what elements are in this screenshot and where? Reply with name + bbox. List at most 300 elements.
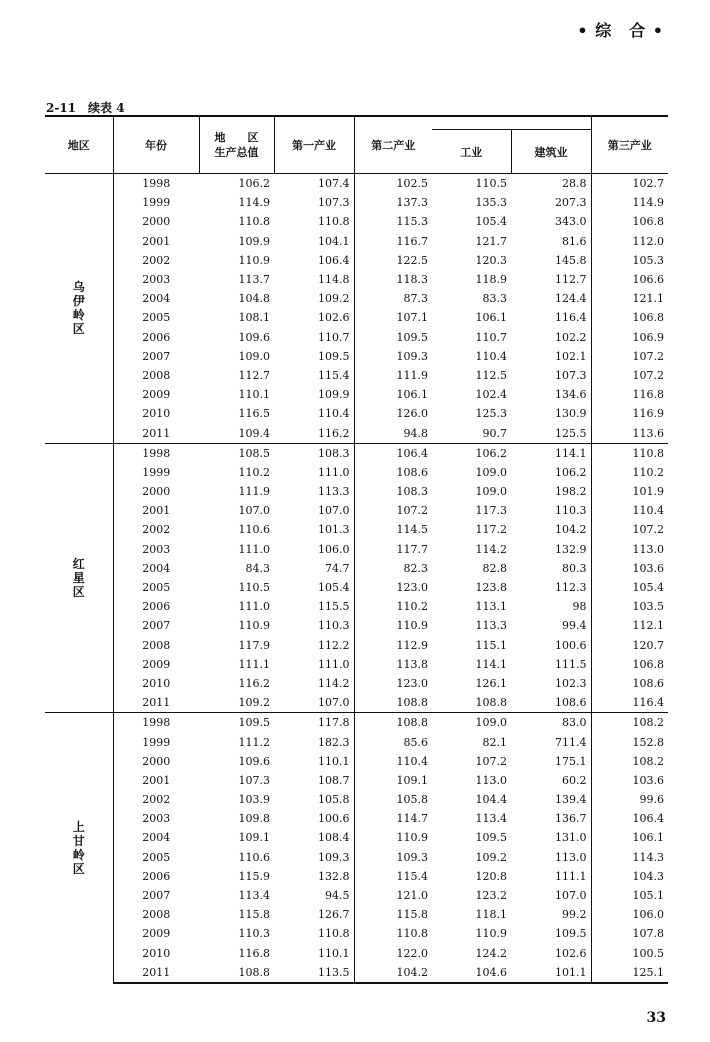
construction-cell: 102.6 — [555, 946, 587, 960]
construction-cell: 99.2 — [562, 908, 587, 922]
table-row — [45, 924, 668, 943]
secondary-cell: 106.1 — [354, 385, 432, 404]
year-cell: 2008 — [113, 636, 199, 655]
secondary-cell: 115.4 — [354, 867, 432, 886]
industry-cell: 106.2 — [432, 443, 511, 463]
construction-cell: 104.2 — [555, 523, 587, 537]
table-caption-text: 续表 4 — [88, 101, 125, 115]
industry-cell: 112.5 — [475, 368, 507, 382]
gdp-cell: 109.5 — [199, 713, 274, 733]
gdp-cell: 110.1 — [238, 388, 270, 402]
construction-cell: 112.7 — [555, 273, 587, 287]
secondary-cell: 117.7 — [354, 540, 432, 559]
table-row — [45, 174, 668, 194]
primary-cell: 113.3 — [318, 485, 350, 499]
primary-cell: 110.4 — [318, 407, 350, 421]
table-row — [45, 232, 668, 251]
gdp-cell: 111.9 — [238, 485, 270, 499]
year-cell: 2005 — [113, 308, 199, 327]
industry-cell: 83.3 — [482, 292, 507, 306]
secondary-cell: 105.8 — [354, 790, 432, 809]
construction-cell: 99.4 — [562, 619, 587, 633]
industry-cell: 109.2 — [475, 850, 507, 864]
secondary-cell: 107.1 — [354, 308, 432, 327]
primary-cell: 113.5 — [274, 963, 354, 983]
tertiary-cell: 106.8 — [591, 655, 668, 674]
gdp-cell: 109.8 — [238, 812, 270, 826]
running-head-section-title: • 综 合 • — [577, 21, 664, 40]
industry-cell: 107.2 — [475, 754, 507, 768]
tertiary-cell: 106.0 — [591, 905, 668, 924]
column-header-secondary-breakdown — [432, 116, 591, 130]
primary-cell: 94.5 — [325, 889, 350, 903]
tertiary-cell: 103.6 — [591, 771, 668, 790]
primary-cell: 106.4 — [318, 253, 350, 267]
year-cell: 2009 — [113, 655, 199, 674]
table-row — [45, 212, 668, 231]
primary-cell: 107.0 — [318, 696, 350, 710]
column-header-gdp-line1: 地 区 — [214, 131, 259, 144]
table-row — [45, 693, 668, 713]
primary-cell: 109.9 — [318, 388, 350, 402]
year-cell: 1999 — [113, 193, 199, 212]
construction-cell: 132.9 — [555, 542, 587, 556]
tertiary-cell: 99.6 — [591, 790, 668, 809]
industry-cell: 109.0 — [475, 465, 507, 479]
secondary-cell: 109.3 — [354, 848, 432, 867]
year-cell: 2004 — [113, 289, 199, 308]
primary-cell: 115.5 — [318, 600, 350, 614]
year-cell: 2008 — [113, 366, 199, 385]
tertiary-cell: 108.6 — [591, 674, 668, 693]
gdp-cell: 107.3 — [238, 773, 270, 787]
year-cell: 2011 — [113, 693, 199, 713]
table-row — [45, 289, 668, 308]
year-cell: 2000 — [113, 482, 199, 501]
table-row — [45, 443, 668, 463]
tertiary-cell: 100.5 — [591, 944, 668, 963]
primary-cell: 109.3 — [318, 850, 350, 864]
secondary-cell: 110.9 — [354, 616, 432, 635]
secondary-cell: 106.4 — [354, 443, 432, 463]
year-cell: 2007 — [113, 616, 199, 635]
table-row — [45, 905, 668, 924]
industry-cell: 115.1 — [475, 638, 507, 652]
construction-cell: 107.0 — [555, 889, 587, 903]
primary-cell: 74.7 — [325, 561, 350, 575]
column-header-construction: 建筑业 — [511, 130, 591, 174]
gdp-cell: 108.1 — [238, 311, 270, 325]
column-header-region: 地区 — [45, 116, 113, 174]
table-row — [45, 270, 668, 289]
table-row — [45, 347, 668, 366]
secondary-cell: 121.0 — [354, 886, 432, 905]
gdp-cell: 111.0 — [238, 600, 270, 614]
table-row — [45, 328, 668, 347]
industry-cell: 118.9 — [475, 273, 507, 287]
year-cell: 2004 — [113, 559, 199, 578]
secondary-cell: 114.5 — [354, 520, 432, 539]
region-name — [45, 713, 113, 983]
industry-cell: 124.2 — [475, 946, 507, 960]
tertiary-cell: 110.8 — [591, 443, 668, 463]
table-row — [45, 385, 668, 404]
gdp-cell: 111.1 — [238, 657, 270, 671]
secondary-cell: 109.3 — [354, 347, 432, 366]
construction-cell: 100.6 — [555, 638, 587, 652]
tertiary-cell: 113.6 — [591, 423, 668, 443]
primary-cell: 109.5 — [318, 349, 350, 363]
table-row — [45, 308, 668, 327]
construction-cell: 139.4 — [555, 793, 587, 807]
table-row — [45, 616, 668, 635]
construction-cell: 80.3 — [562, 561, 587, 575]
secondary-cell: 108.6 — [354, 463, 432, 482]
construction-cell: 28.8 — [511, 174, 591, 194]
tertiary-cell: 105.1 — [591, 886, 668, 905]
construction-cell: 108.6 — [555, 696, 587, 710]
construction-cell: 60.2 — [562, 773, 587, 787]
gdp-cell: 108.8 — [199, 963, 274, 983]
construction-cell: 125.5 — [555, 426, 587, 440]
table-row — [45, 771, 668, 790]
industry-cell: 117.3 — [475, 504, 507, 518]
year-cell: 2002 — [113, 251, 199, 270]
secondary-cell: 114.7 — [354, 809, 432, 828]
table-row — [45, 193, 668, 212]
primary-cell: 106.0 — [318, 542, 350, 556]
construction-cell: 175.1 — [555, 754, 587, 768]
tertiary-cell: 101.9 — [591, 482, 668, 501]
secondary-cell: 110.9 — [354, 828, 432, 847]
table-row — [45, 463, 668, 482]
gdp-cell: 115.8 — [238, 908, 270, 922]
primary-cell: 107.4 — [274, 174, 354, 194]
gdp-cell: 109.6 — [238, 754, 270, 768]
year-cell: 2009 — [113, 385, 199, 404]
year-cell: 2001 — [113, 501, 199, 520]
primary-cell: 105.4 — [318, 581, 350, 595]
industry-cell: 121.7 — [475, 234, 507, 248]
tertiary-cell: 106.6 — [591, 270, 668, 289]
gdp-cell: 107.0 — [238, 504, 270, 518]
secondary-cell: 108.8 — [354, 693, 432, 713]
tertiary-cell: 105.4 — [591, 578, 668, 597]
gdp-cell: 104.8 — [238, 292, 270, 306]
year-cell: 2007 — [113, 886, 199, 905]
tertiary-cell: 106.1 — [591, 828, 668, 847]
construction-cell: 131.0 — [555, 831, 587, 845]
industry-cell: 123.8 — [475, 581, 507, 595]
primary-cell: 112.2 — [318, 638, 350, 652]
table-row — [45, 251, 668, 270]
table-row — [45, 366, 668, 385]
year-cell: 2006 — [113, 328, 199, 347]
industry-cell: 110.9 — [475, 927, 507, 941]
construction-cell: 102.1 — [555, 349, 587, 363]
secondary-cell: 110.8 — [354, 924, 432, 943]
column-header-primary: 第一产业 — [274, 116, 354, 174]
region-name-label: 乌伊岭区 — [72, 280, 85, 337]
industry-cell: 109.5 — [475, 831, 507, 845]
region-name-label: 上甘岭区 — [72, 820, 85, 877]
table-row — [45, 867, 668, 886]
secondary-cell: 122.5 — [354, 251, 432, 270]
gdp-cell: 109.6 — [238, 330, 270, 344]
gdp-cell: 109.1 — [238, 831, 270, 845]
primary-cell: 115.4 — [318, 368, 350, 382]
gdp-cell: 84.3 — [245, 561, 270, 575]
year-cell: 2008 — [113, 905, 199, 924]
secondary-cell: 94.8 — [354, 423, 432, 443]
primary-cell: 104.1 — [318, 234, 350, 248]
column-header-industry: 工业 — [432, 130, 511, 174]
industry-cell: 106.1 — [475, 311, 507, 325]
tertiary-cell: 108.2 — [591, 713, 668, 733]
table-row — [45, 501, 668, 520]
table-row — [45, 578, 668, 597]
year-cell: 2010 — [113, 674, 199, 693]
tertiary-cell: 114.3 — [591, 848, 668, 867]
table-row — [45, 828, 668, 847]
industry-cell: 120.3 — [475, 253, 507, 267]
industry-cell: 123.2 — [475, 889, 507, 903]
table-row — [45, 655, 668, 674]
gdp-cell: 116.5 — [238, 407, 270, 421]
construction-cell: 111.5 — [555, 657, 587, 671]
industry-cell: 82.1 — [482, 735, 507, 749]
construction-cell: 198.2 — [555, 485, 587, 499]
tertiary-cell: 107.2 — [591, 347, 668, 366]
gdp-cell: 116.8 — [238, 946, 270, 960]
year-cell: 2011 — [113, 963, 199, 983]
secondary-cell: 118.3 — [354, 270, 432, 289]
primary-cell: 114.8 — [318, 273, 350, 287]
construction-cell: 134.6 — [555, 388, 587, 402]
year-cell: 2000 — [113, 752, 199, 771]
gdp-cell: 112.7 — [238, 368, 270, 382]
column-header-gdp-line2: 生产总值 — [214, 146, 259, 159]
construction-cell: 136.7 — [555, 812, 587, 826]
gdp-cell: 111.2 — [238, 735, 270, 749]
region-name — [45, 174, 113, 444]
gdp-cell: 116.2 — [238, 676, 270, 690]
secondary-cell: 107.2 — [354, 501, 432, 520]
secondary-cell: 87.3 — [354, 289, 432, 308]
tertiary-cell: 107.8 — [591, 924, 668, 943]
year-cell: 1999 — [113, 732, 199, 751]
secondary-cell: 102.5 — [354, 174, 432, 194]
construction-cell: 98 — [572, 600, 587, 614]
table-row — [45, 944, 668, 963]
table-row — [45, 848, 668, 867]
primary-cell: 108.3 — [274, 443, 354, 463]
gdp-cell: 110.2 — [238, 465, 270, 479]
industry-cell: 110.7 — [475, 330, 507, 344]
industry-cell: 108.8 — [475, 696, 507, 710]
industry-cell: 114.1 — [475, 657, 507, 671]
primary-cell: 117.8 — [274, 713, 354, 733]
industry-cell: 110.5 — [432, 174, 511, 194]
industry-cell: 109.0 — [475, 485, 507, 499]
year-cell: 2006 — [113, 597, 199, 616]
year-cell: 2010 — [113, 944, 199, 963]
primary-cell: 114.2 — [318, 676, 350, 690]
tertiary-cell: 106.9 — [591, 328, 668, 347]
industry-cell: 113.1 — [475, 600, 507, 614]
tertiary-cell: 102.7 — [591, 174, 668, 194]
table-row — [45, 597, 668, 616]
primary-cell: 107.3 — [318, 196, 350, 210]
tertiary-cell: 114.9 — [591, 193, 668, 212]
table-row — [45, 482, 668, 501]
construction-cell: 101.1 — [511, 963, 591, 983]
region-name — [45, 443, 113, 713]
construction-cell: 343.0 — [555, 215, 587, 229]
year-cell: 2004 — [113, 828, 199, 847]
secondary-cell: 110.2 — [354, 597, 432, 616]
year-cell: 2006 — [113, 867, 199, 886]
secondary-cell: 115.3 — [354, 212, 432, 231]
year-cell: 2002 — [113, 790, 199, 809]
year-cell: 1998 — [113, 443, 199, 463]
gdp-cell: 113.7 — [238, 273, 270, 287]
table-row — [45, 732, 668, 751]
year-cell: 2001 — [113, 232, 199, 251]
year-cell: 2001 — [113, 771, 199, 790]
primary-cell: 102.6 — [318, 311, 350, 325]
table-row — [45, 886, 668, 905]
secondary-cell: 123.0 — [354, 578, 432, 597]
gdp-cell: 106.2 — [199, 174, 274, 194]
gdp-cell: 113.4 — [238, 889, 270, 903]
secondary-cell: 123.0 — [354, 674, 432, 693]
tertiary-cell: 103.6 — [591, 559, 668, 578]
construction-cell: 83.0 — [511, 713, 591, 733]
industry-cell: 120.8 — [475, 869, 507, 883]
primary-cell: 110.7 — [318, 330, 350, 344]
tertiary-cell: 106.8 — [591, 212, 668, 231]
table-number: 2-11 — [46, 101, 77, 115]
page-number: 33 — [646, 1010, 666, 1026]
table-row — [45, 752, 668, 771]
gdp-cell: 110.3 — [238, 927, 270, 941]
gdp-cell: 110.9 — [238, 619, 270, 633]
industry-cell: 118.1 — [475, 908, 507, 922]
secondary-cell: 85.6 — [354, 732, 432, 751]
table-row — [45, 674, 668, 693]
gdp-cell: 109.9 — [238, 234, 270, 248]
construction-cell: 116.4 — [555, 311, 587, 325]
year-cell: 2010 — [113, 404, 199, 423]
gdp-cell: 109.2 — [238, 696, 270, 710]
tertiary-cell: 152.8 — [591, 732, 668, 751]
gdp-cell: 117.9 — [238, 638, 270, 652]
gdp-cell: 109.4 — [238, 426, 270, 440]
primary-cell: 107.0 — [318, 504, 350, 518]
industry-cell: 90.7 — [482, 426, 507, 440]
gdp-cell: 115.9 — [238, 869, 270, 883]
year-cell: 1999 — [113, 463, 199, 482]
year-cell: 2000 — [113, 212, 199, 231]
column-header-year: 年份 — [113, 116, 199, 174]
industry-cell: 104.6 — [432, 963, 511, 983]
construction-cell: 81.6 — [562, 234, 587, 248]
secondary-cell: 122.0 — [354, 944, 432, 963]
tertiary-cell: 108.2 — [591, 752, 668, 771]
year-cell: 1998 — [113, 174, 199, 194]
secondary-cell: 104.2 — [354, 963, 432, 983]
secondary-cell: 115.8 — [354, 905, 432, 924]
tertiary-cell: 110.4 — [591, 501, 668, 520]
secondary-cell: 137.3 — [354, 193, 432, 212]
year-cell: 2005 — [113, 578, 199, 597]
table-row — [45, 790, 668, 809]
table-row — [45, 540, 668, 559]
construction-cell: 102.3 — [555, 676, 587, 690]
region-name-label: 红星区 — [72, 556, 85, 599]
table-row — [45, 713, 668, 733]
year-cell: 2009 — [113, 924, 199, 943]
tertiary-cell: 106.4 — [591, 809, 668, 828]
tertiary-cell: 112.1 — [591, 616, 668, 635]
primary-cell: 100.6 — [318, 812, 350, 826]
tertiary-cell: 121.1 — [591, 289, 668, 308]
tertiary-cell: 103.5 — [591, 597, 668, 616]
tertiary-cell: 112.0 — [591, 232, 668, 251]
secondary-cell: 111.9 — [354, 366, 432, 385]
construction-cell: 109.5 — [555, 927, 587, 941]
construction-cell: 106.2 — [555, 465, 587, 479]
table-row — [45, 636, 668, 655]
industry-cell: 104.4 — [475, 793, 507, 807]
primary-cell: 105.8 — [318, 793, 350, 807]
industry-cell: 102.4 — [475, 388, 507, 402]
secondary-cell: 126.0 — [354, 404, 432, 423]
year-cell: 2003 — [113, 270, 199, 289]
tertiary-cell: 107.2 — [591, 366, 668, 385]
gdp-cell: 110.6 — [238, 850, 270, 864]
year-cell: 2003 — [113, 809, 199, 828]
gdp-cell: 110.8 — [238, 215, 270, 229]
industry-cell: 82.8 — [482, 561, 507, 575]
tertiary-cell: 116.9 — [591, 404, 668, 423]
industry-cell: 117.2 — [475, 523, 507, 537]
primary-cell: 110.8 — [318, 215, 350, 229]
year-cell: 2005 — [113, 848, 199, 867]
tertiary-cell: 105.3 — [591, 251, 668, 270]
table-row — [45, 404, 668, 423]
construction-cell: 145.8 — [555, 253, 587, 267]
tertiary-cell: 120.7 — [591, 636, 668, 655]
statistics-table — [45, 115, 668, 984]
gdp-cell: 110.6 — [238, 523, 270, 537]
industry-cell: 113.3 — [475, 619, 507, 633]
construction-cell: 112.3 — [555, 581, 587, 595]
tertiary-cell: 125.1 — [591, 963, 668, 983]
primary-cell: 110.3 — [318, 619, 350, 633]
industry-cell: 110.4 — [475, 349, 507, 363]
tertiary-cell: 116.8 — [591, 385, 668, 404]
column-header-secondary: 第二产业 — [354, 116, 432, 174]
year-cell: 1998 — [113, 713, 199, 733]
construction-cell: 110.3 — [555, 504, 587, 518]
tertiary-cell: 116.4 — [591, 693, 668, 713]
secondary-cell: 108.8 — [354, 713, 432, 733]
table-row — [45, 963, 668, 983]
construction-cell: 113.0 — [555, 850, 587, 864]
column-header-tertiary: 第三产业 — [591, 116, 668, 174]
